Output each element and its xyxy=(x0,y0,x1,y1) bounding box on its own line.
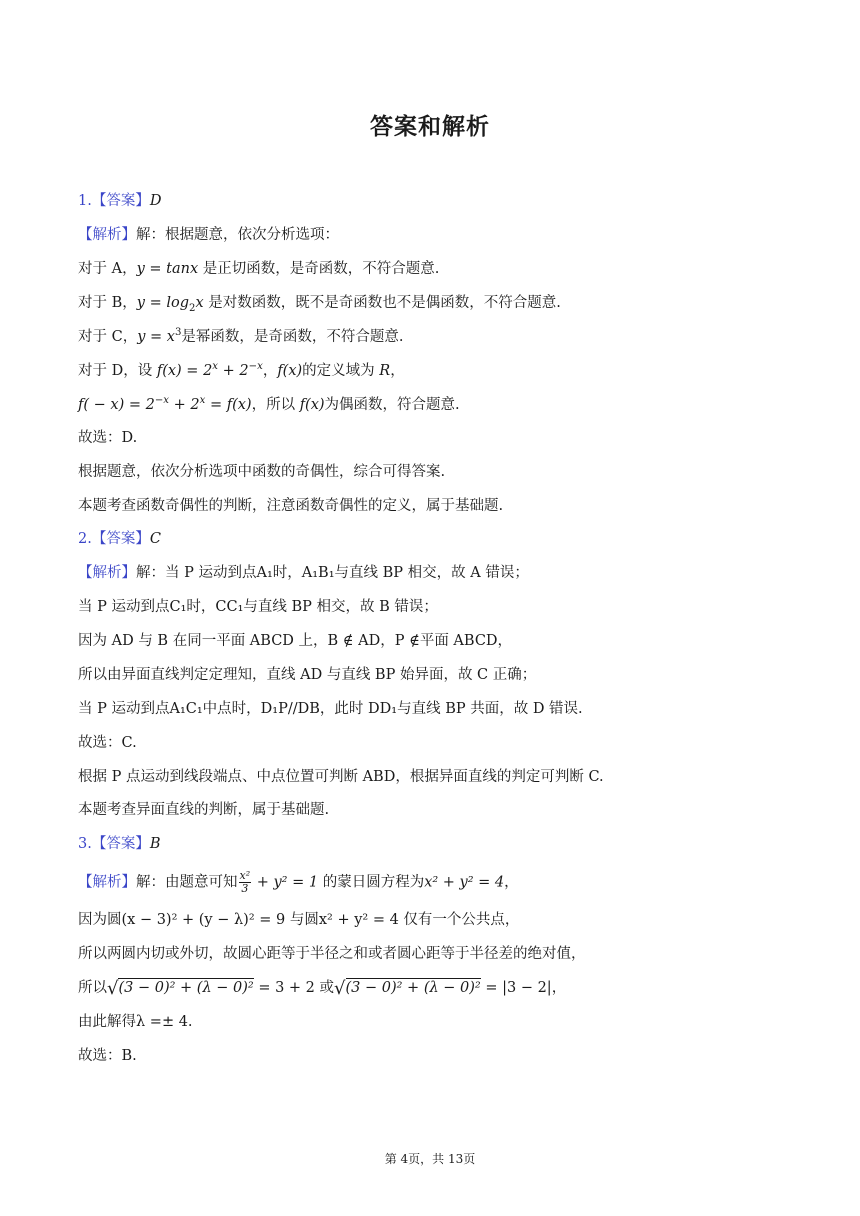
q1-text-1: 解：根据题意，依次分析选项： xyxy=(136,227,339,243)
math: f(x) xyxy=(299,397,325,413)
math: f(x) xyxy=(277,363,303,379)
math: + y² = 1 xyxy=(252,874,319,891)
fraction-numerator: x² xyxy=(239,869,251,882)
q3-answer-line xyxy=(78,834,798,854)
text: 对于 D，设 xyxy=(78,363,157,379)
q2-text-6: 故选：C. xyxy=(78,735,137,751)
math: y = log xyxy=(136,295,189,311)
q1-text-3 xyxy=(78,293,798,313)
q1-answer: D xyxy=(149,193,162,209)
q3-analysis-line xyxy=(78,870,798,895)
q3-answer-label: 【答案】 xyxy=(91,836,150,852)
math: x² + y² = 4 xyxy=(424,874,505,891)
math: f( − x) = 2 xyxy=(78,397,155,413)
text: 的定义域为 xyxy=(302,363,380,379)
text: = 3 + 2 或 xyxy=(253,980,335,996)
q1-text-7: 故选：D. xyxy=(78,430,138,446)
q3-text-2: 因为圆(x − 3)² + (y − λ)² = 9 与圆x² + y² = 4 仅有一个公共点， xyxy=(78,912,520,928)
q2-text-4: 所以由异面直线判定定理知，直线 AD 与直线 BP 始异面，故 C 正确； xyxy=(78,667,537,683)
text: 的蒙日圆方程为 xyxy=(318,874,425,891)
math-sup: −x xyxy=(154,395,170,407)
q3-analysis-label: 【解析】 xyxy=(78,874,136,891)
text: = |3 − 2|， xyxy=(480,980,567,996)
sqrt-radicand: (3 − 0)² + (λ − 0)² xyxy=(118,980,254,996)
q3-text-1: 解：由题意可知 xyxy=(136,874,238,891)
q1-text-4 xyxy=(78,327,798,347)
text: ，所以 xyxy=(251,397,300,413)
text: 是幂函数，是奇函数，不符合题意. xyxy=(181,329,404,345)
q2-text-1: 解：当 P 运动到点A₁时，A₁B₁与直线 BP 相交，故 A 错误； xyxy=(136,565,529,581)
math: x xyxy=(195,295,204,311)
math: f(x) = 2 xyxy=(156,363,213,379)
q3-text-4 xyxy=(78,978,798,998)
math-sub: 2 xyxy=(188,302,196,314)
text: 对于 A， xyxy=(78,261,137,277)
q3-number: 3. xyxy=(78,836,92,852)
text: 为偶函数，符合题意. xyxy=(324,397,460,413)
math: R xyxy=(379,363,391,379)
text: ， xyxy=(504,874,519,891)
math-sup: −x xyxy=(248,361,263,373)
q2-text-5: 当 P 运动到点A₁C₁中点时，D₁P//DB，此时 DD₁与直线 BP 共面，故 D 错误. xyxy=(78,701,583,717)
math: = f(x) xyxy=(205,397,252,413)
sqrt-radicand: (3 − 0)² + (λ − 0)² xyxy=(345,980,481,996)
math-sup: x xyxy=(212,361,219,373)
math: y = tanx xyxy=(136,261,199,277)
q1-answer-label: 【答案】 xyxy=(91,193,150,209)
math: + 2 xyxy=(169,397,200,413)
q2-analysis-line xyxy=(78,563,798,583)
fraction-denominator: 3 xyxy=(241,882,249,895)
q2-answer-label: 【答案】 xyxy=(91,531,150,547)
q1-text-5 xyxy=(78,361,798,381)
q3-text-5: 由此解得λ =± 4. xyxy=(78,1014,193,1030)
text: 是正切函数，是奇函数，不符合题意. xyxy=(198,261,440,277)
text: 对于 B， xyxy=(78,295,137,311)
q2-text-8: 本题考查异面直线的判断，属于基础题. xyxy=(78,802,330,818)
fraction xyxy=(239,870,252,895)
q1-text-2 xyxy=(78,259,798,279)
q1-text-6 xyxy=(78,395,798,415)
text: 对于 C， xyxy=(78,329,138,345)
text: ， xyxy=(262,363,278,379)
text: 是对数函数，既不是奇函数也不是偶函数，不符合题意. xyxy=(203,295,561,311)
q2-answer: C xyxy=(149,531,161,547)
q3-answer: B xyxy=(149,836,161,852)
math-sup: 3 xyxy=(174,327,182,339)
text: ， xyxy=(390,363,405,379)
math: + 2 xyxy=(218,363,249,379)
math: y = x xyxy=(137,329,175,345)
q3-text-3: 所以两圆内切或外切，故圆心距等于半径之和或者圆心距等于半径差的绝对值， xyxy=(78,946,586,962)
sqrt-sign: √ xyxy=(107,978,119,999)
q2-text-7: 根据 P 点运动到线段端点、中点位置可判断 ABD，根据异面直线的判定可判断 C. xyxy=(78,769,604,785)
q1-number: 1. xyxy=(78,193,92,209)
q1-text-8: 根据题意，依次分析选项中函数的奇偶性，综合可得答案. xyxy=(78,464,446,480)
page-footer: 第 4页，共 13页 xyxy=(384,1152,476,1166)
math-sup: x xyxy=(199,395,206,407)
q1-text-9: 本题考查函数奇偶性的判断，注意函数奇偶性的定义，属于基础题. xyxy=(78,498,504,514)
text: 所以 xyxy=(78,980,107,996)
sqrt-expression xyxy=(107,978,254,998)
q2-text-2: 当 P 运动到点C₁时，CC₁与直线 BP 相交，故 B 错误； xyxy=(78,599,438,615)
q1-answer-line xyxy=(78,191,798,211)
sqrt-expression xyxy=(334,978,481,998)
page-title: 答案和解析 xyxy=(370,114,490,140)
q2-number: 2. xyxy=(78,531,92,547)
q2-answer-line xyxy=(78,529,798,549)
q2-text-3: 因为 AD 与 B 在同一平面 ABCD 上，B ∉ AD，P ∉平面 ABCD， xyxy=(78,633,513,649)
q1-analysis-label: 【解析】 xyxy=(78,227,136,243)
q3-text-6: 故选：B. xyxy=(78,1048,137,1064)
q2-analysis-label: 【解析】 xyxy=(78,565,136,581)
q1-analysis-line xyxy=(78,225,798,245)
sqrt-sign: √ xyxy=(334,978,346,999)
